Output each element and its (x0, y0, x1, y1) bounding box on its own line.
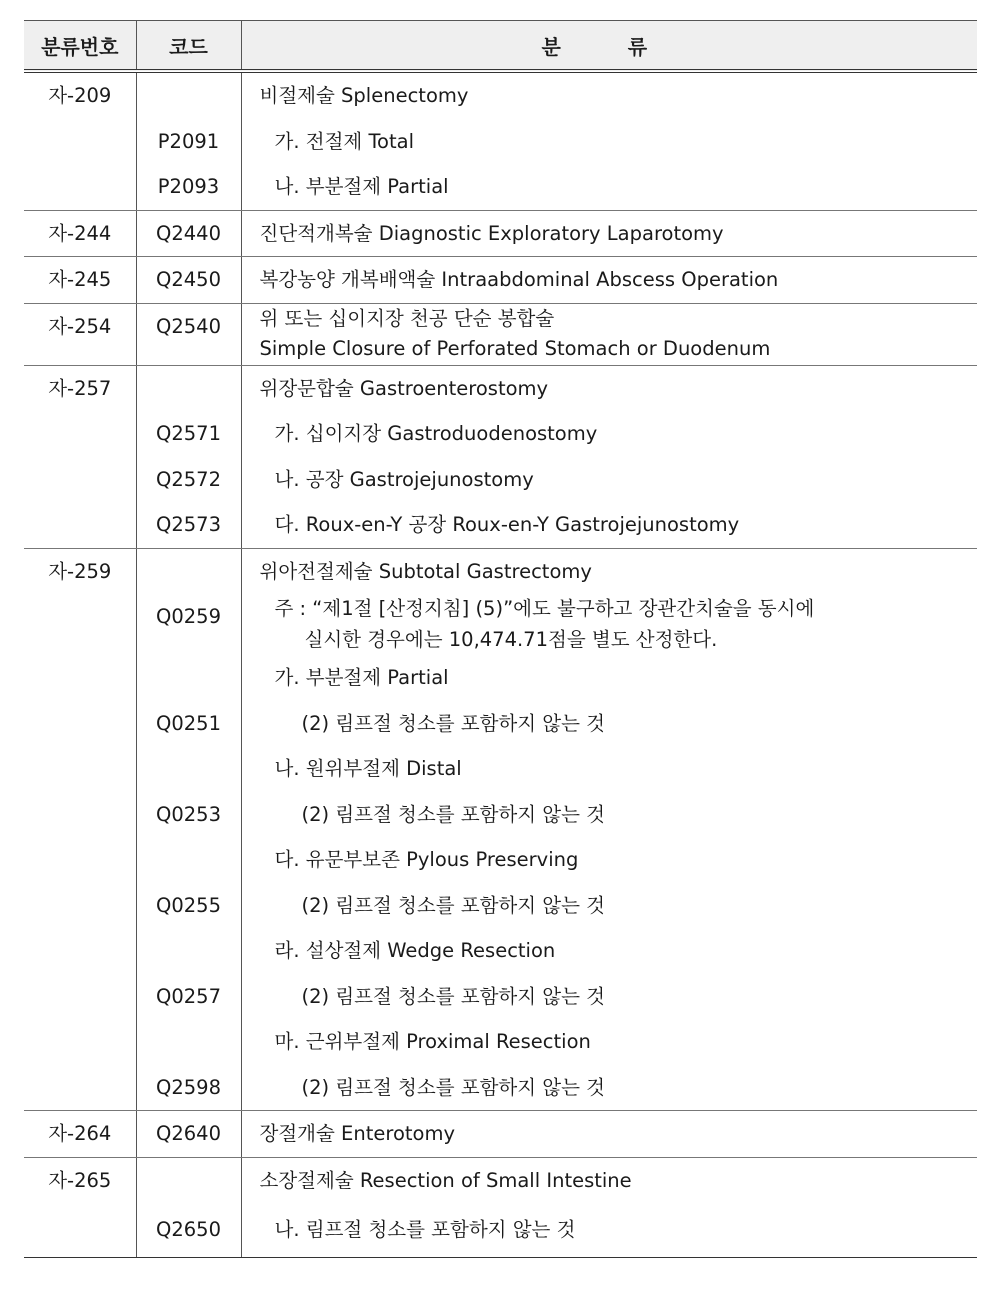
table-row (24, 257, 977, 304)
code (137, 1158, 241, 1204)
procedure-subsubitem: (2) 림프절 청소를 포함하지 않는 것 (301, 984, 605, 1008)
header-category-number: 분류번호 (24, 21, 136, 72)
procedure-title: 복강농양 개복배액술 Intraabdominal Abscess Operation (259, 268, 779, 291)
note-line-1: 주 : “제1절 [산정지침] (5)”에도 불구하고 장관간치술을 동시에 (274, 597, 815, 620)
procedure-title-english: Simple Closure of Perforated Stomach or Duodenum (259, 337, 771, 360)
procedure-subsubitem: (2) 림프절 청소를 포함하지 않는 것 (301, 1075, 605, 1099)
code: Q2440 (156, 221, 221, 245)
code: Q2650 (156, 1218, 221, 1241)
code (137, 73, 241, 119)
table-row (24, 1157, 977, 1258)
procedure-subsubitem: (2) 림프절 청소를 포함하지 않는 것 (301, 802, 605, 826)
table-row (24, 303, 977, 365)
code (137, 655, 241, 701)
procedure-subitem: 라. 설상절제 Wedge Resection (274, 939, 556, 962)
category-number: 자-257 (48, 376, 112, 400)
table-row (24, 365, 977, 548)
code: Q2572 (156, 467, 221, 491)
code: Q2571 (156, 422, 221, 445)
code: Q0259 (156, 605, 221, 628)
code (137, 837, 241, 883)
category-number: 자-265 (48, 1168, 112, 1192)
procedure-subitem: 나. 부분절제 Partial (274, 175, 449, 198)
header-row (24, 21, 977, 72)
procedure-subitem: 나. 원위부절제 Distal (274, 757, 462, 780)
code (137, 366, 241, 412)
procedure-subsubitem: (2) 림프절 청소를 포함하지 않는 것 (301, 711, 605, 735)
classification-table (24, 20, 977, 1258)
code (137, 746, 241, 792)
code: Q2450 (156, 268, 221, 291)
table-row (24, 210, 977, 257)
procedure-title: 비절제술 Splenectomy (259, 84, 469, 107)
code: Q2640 (156, 1122, 221, 1145)
code: Q2598 (156, 1075, 221, 1099)
table-row (24, 548, 977, 1111)
code: Q2540 (156, 314, 221, 338)
code: Q0251 (156, 711, 221, 735)
procedure-subitem: 가. 부분절제 Partial (274, 666, 449, 689)
code: Q0253 (156, 802, 221, 826)
classification-document (24, 20, 977, 1258)
code: Q0255 (156, 893, 221, 917)
code: Q0257 (156, 984, 221, 1008)
procedure-subitem: 마. 근위부절제 Proximal Resection (274, 1030, 591, 1053)
category-number: 자-245 (48, 268, 112, 291)
category-number: 자-244 (48, 221, 112, 245)
note-line-2: 실시한 경우에는 10,474.71점을 별도 산정한다. (304, 627, 718, 651)
table-row (24, 71, 977, 210)
code: Q2573 (156, 513, 221, 536)
code: P2093 (157, 175, 220, 198)
procedure-subitem: 가. 전절제 Total (274, 129, 414, 153)
procedure-subitem: 나. 공장 Gastrojejunostomy (274, 467, 534, 491)
procedure-subitem: 가. 십이지장 Gastroduodenostomy (274, 422, 598, 445)
category-number: 자-209 (48, 84, 112, 107)
procedure-note (260, 594, 978, 655)
category-number: 자-254 (48, 314, 112, 338)
procedure-title: 장절개술 Enterotomy (259, 1122, 455, 1145)
procedure-subitem: 다. Roux-en-Y 공장 Roux-en-Y Gastrojejunostomy (274, 513, 740, 536)
category-number: 자-264 (48, 1122, 112, 1145)
procedure-subsubitem: (2) 림프절 청소를 포함하지 않는 것 (301, 893, 605, 917)
procedure-title-korean: 위 또는 십이지장 천공 단순 봉합술 (259, 306, 555, 330)
code (137, 1019, 241, 1065)
header-classification: 분 류 (241, 21, 977, 72)
procedure-title (260, 304, 978, 365)
procedure-title: 위아전절제술 Subtotal Gastrectomy (259, 559, 592, 583)
code (137, 549, 241, 595)
code (137, 928, 241, 974)
procedure-title: 진단적개복술 Diagnostic Exploratory Laparotomy (259, 221, 724, 245)
procedure-title: 소장절제술 Resection of Small Intestine (259, 1168, 632, 1192)
table-row (24, 1111, 977, 1158)
code: P2091 (157, 129, 220, 153)
category-number: 자-259 (48, 559, 112, 583)
procedure-subitem: 나. 림프절 청소를 포함하지 않는 것 (274, 1218, 576, 1241)
procedure-title: 위장문합술 Gastroenterostomy (259, 376, 549, 400)
header-code: 코드 (136, 21, 241, 72)
procedure-subitem: 다. 유문부보존 Pylous Preserving (274, 848, 579, 871)
